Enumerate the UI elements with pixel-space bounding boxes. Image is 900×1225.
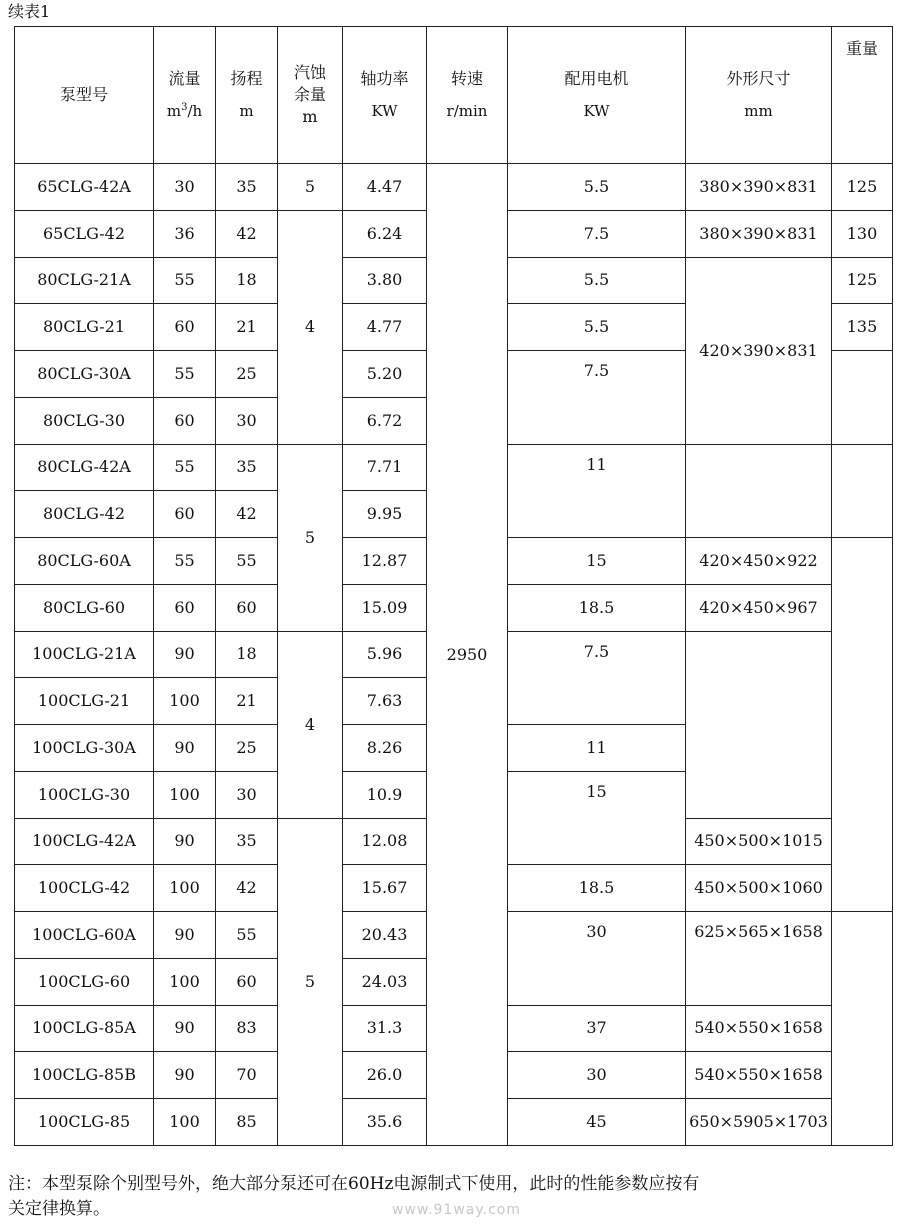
shaft-power-cell: 6.24	[343, 210, 427, 257]
weight-cell	[832, 444, 893, 538]
footnote-line-2: 关定律换算。	[8, 1199, 110, 1219]
shaft-power-cell: 15.67	[343, 865, 427, 912]
shaft-power-cell: 26.0	[343, 1052, 427, 1099]
flow-cell: 90	[154, 1005, 216, 1052]
motor-cell: 15	[508, 771, 686, 865]
motor-cell: 5.5	[508, 257, 686, 304]
shaft-power-cell: 15.09	[343, 584, 427, 631]
dimensions-cell: 540×550×1658	[686, 1052, 832, 1099]
model-cell: 65CLG-42	[15, 210, 154, 257]
flow-cell: 55	[154, 257, 216, 304]
shaft-power-cell: 12.08	[343, 818, 427, 865]
motor-cell: 5.5	[508, 304, 686, 351]
dimensions-cell: 650×5905×1703	[686, 1099, 832, 1146]
flow-cell: 60	[154, 304, 216, 351]
table-row	[15, 164, 893, 211]
weight-cell	[832, 351, 893, 445]
header-shaft-power	[343, 27, 427, 164]
head-cell: 21	[216, 304, 278, 351]
shaft-power-cell: 9.95	[343, 491, 427, 538]
head-cell: 21	[216, 678, 278, 725]
motor-cell: 18.5	[508, 865, 686, 912]
motor-cell: 11	[508, 444, 686, 538]
flow-cell: 60	[154, 397, 216, 444]
head-cell: 35	[216, 818, 278, 865]
dimensions-cell: 540×550×1658	[686, 1005, 832, 1052]
shaft-power-cell: 4.77	[343, 304, 427, 351]
model-cell: 100CLG-30A	[15, 725, 154, 772]
head-cell: 30	[216, 397, 278, 444]
head-cell: 42	[216, 210, 278, 257]
flow-cell: 36	[154, 210, 216, 257]
head-cell: 25	[216, 351, 278, 398]
head-cell: 18	[216, 257, 278, 304]
npsh-cell: 4	[278, 210, 343, 444]
header-weight: 重量	[832, 27, 893, 164]
npsh-cell: 5	[278, 444, 343, 631]
flow-cell: 60	[154, 491, 216, 538]
flow-cell: 55	[154, 351, 216, 398]
shaft-power-cell: 24.03	[343, 958, 427, 1005]
header-dimensions	[686, 27, 832, 164]
header-motor-label: 配用电机	[564, 69, 629, 88]
header-dimensions-label: 外形尺寸	[726, 69, 791, 88]
model-cell: 100CLG-21	[15, 678, 154, 725]
npsh-cell: 4	[278, 631, 343, 818]
header-npsh-line1: 汽蚀	[293, 63, 326, 82]
npsh-cell: 5	[278, 818, 343, 1146]
dimensions-cell: 380×390×831	[686, 164, 832, 211]
flow-cell: 100	[154, 1099, 216, 1146]
head-cell: 30	[216, 771, 278, 818]
model-cell: 100CLG-42A	[15, 818, 154, 865]
motor-cell: 30	[508, 1052, 686, 1099]
motor-cell: 11	[508, 725, 686, 772]
header-shaft-power-label: 轴功率	[360, 69, 409, 88]
header-speed-label: 转速	[450, 69, 483, 88]
motor-cell: 15	[508, 538, 686, 585]
model-cell: 100CLG-21A	[15, 631, 154, 678]
model-cell: 65CLG-42A	[15, 164, 154, 211]
model-cell: 100CLG-60	[15, 958, 154, 1005]
header-flow-unit: $m^3/h$	[166, 102, 203, 120]
head-cell: 83	[216, 1005, 278, 1052]
motor-cell: 5.5	[508, 164, 686, 211]
shaft-power-cell: 10.9	[343, 771, 427, 818]
motor-cell: 7.5	[508, 631, 686, 725]
shaft-power-cell: 12.87	[343, 538, 427, 585]
weight-cell: 130	[832, 210, 893, 257]
head-cell: 60	[216, 958, 278, 1005]
model-cell: 100CLG-30	[15, 771, 154, 818]
header-speed	[427, 27, 508, 164]
header-head-label: 扬程	[230, 69, 263, 88]
npsh-cell: 5	[278, 164, 343, 211]
dimensions-cell: 420×450×967	[686, 584, 832, 631]
header-flow-label: 流量	[168, 69, 201, 88]
head-cell: 18	[216, 631, 278, 678]
shaft-power-cell: 5.20	[343, 351, 427, 398]
model-cell: 100CLG-42	[15, 865, 154, 912]
motor-cell: 37	[508, 1005, 686, 1052]
dimensions-cell: 420×450×922	[686, 538, 832, 585]
flow-cell: 60	[154, 584, 216, 631]
shaft-power-cell: 8.26	[343, 725, 427, 772]
head-cell: 60	[216, 584, 278, 631]
flow-cell: 55	[154, 538, 216, 585]
flow-cell: 100	[154, 678, 216, 725]
flow-cell: 90	[154, 1052, 216, 1099]
motor-cell: 45	[508, 1099, 686, 1146]
speed-cell: 2950	[427, 164, 508, 1146]
model-cell: 80CLG-21	[15, 304, 154, 351]
model-cell: 80CLG-30	[15, 397, 154, 444]
watermark: www.91way.com	[392, 1202, 521, 1218]
model-cell: 80CLG-42	[15, 491, 154, 538]
model-cell: 80CLG-21A	[15, 257, 154, 304]
flow-cell: 90	[154, 818, 216, 865]
flow-cell: 55	[154, 444, 216, 491]
weight-cell	[832, 538, 893, 912]
motor-cell: 7.5	[508, 210, 686, 257]
footnote-line-1: 注：本型泵除个别型号外，绝大部分泵还可在60Hz电源制式下使用，此时的性能参数应按有	[8, 1174, 700, 1194]
shaft-power-cell: 6.72	[343, 397, 427, 444]
model-cell: 100CLG-85B	[15, 1052, 154, 1099]
model-cell: 80CLG-60A	[15, 538, 154, 585]
model-cell: 100CLG-85A	[15, 1005, 154, 1052]
motor-cell: 30	[508, 912, 686, 1006]
shaft-power-cell: 35.6	[343, 1099, 427, 1146]
dimensions-cell	[686, 631, 832, 818]
flow-cell: 100	[154, 958, 216, 1005]
header-head	[216, 27, 278, 164]
motor-cell: 18.5	[508, 584, 686, 631]
model-cell: 100CLG-60A	[15, 912, 154, 959]
header-npsh	[278, 27, 343, 164]
pump-spec-table	[14, 26, 893, 1146]
flow-cell: 90	[154, 725, 216, 772]
shaft-power-cell: 4.47	[343, 164, 427, 211]
header-row	[15, 27, 893, 164]
table-caption: 续表1	[8, 2, 51, 21]
flow-cell: 100	[154, 771, 216, 818]
head-cell: 55	[216, 538, 278, 585]
weight-cell: 125	[832, 257, 893, 304]
head-cell: 55	[216, 912, 278, 959]
header-dimensions-unit: mm	[744, 102, 773, 120]
model-cell: 80CLG-42A	[15, 444, 154, 491]
header-motor	[508, 27, 686, 164]
shaft-power-cell: 7.71	[343, 444, 427, 491]
shaft-power-cell: 7.63	[343, 678, 427, 725]
flow-cell: 30	[154, 164, 216, 211]
dimensions-cell	[686, 444, 832, 538]
head-cell: 85	[216, 1099, 278, 1146]
head-cell: 42	[216, 491, 278, 538]
header-speed-unit: r/min	[446, 102, 488, 120]
head-cell: 35	[216, 444, 278, 491]
dimensions-cell: 380×390×831	[686, 210, 832, 257]
dimensions-cell: 625×565×1658	[686, 912, 832, 1006]
header-head-unit: m	[239, 102, 254, 120]
model-cell: 80CLG-60	[15, 584, 154, 631]
shaft-power-cell: 20.43	[343, 912, 427, 959]
dimensions-cell: 450×500×1060	[686, 865, 832, 912]
header-flow	[154, 27, 216, 164]
shaft-power-cell: 5.96	[343, 631, 427, 678]
shaft-power-cell: 31.3	[343, 1005, 427, 1052]
head-cell: 25	[216, 725, 278, 772]
dimensions-cell: 450×500×1015	[686, 818, 832, 865]
motor-cell: 7.5	[508, 351, 686, 445]
weight-cell: 125	[832, 164, 893, 211]
flow-cell: 90	[154, 912, 216, 959]
dimensions-cell: 420×390×831	[686, 257, 832, 444]
head-cell: 70	[216, 1052, 278, 1099]
head-cell: 42	[216, 865, 278, 912]
header-shaft-power-unit: KW	[371, 102, 398, 120]
header-model: 泵型号	[15, 27, 154, 164]
weight-cell: 135	[832, 304, 893, 351]
header-npsh-line2: 余量	[293, 85, 326, 104]
model-cell: 100CLG-85	[15, 1099, 154, 1146]
head-cell: 35	[216, 164, 278, 211]
shaft-power-cell: 3.80	[343, 257, 427, 304]
header-npsh-unit: m	[302, 107, 318, 126]
flow-cell: 90	[154, 631, 216, 678]
weight-cell	[832, 912, 893, 1146]
header-motor-unit: KW	[583, 102, 610, 120]
flow-cell: 100	[154, 865, 216, 912]
model-cell: 80CLG-30A	[15, 351, 154, 398]
